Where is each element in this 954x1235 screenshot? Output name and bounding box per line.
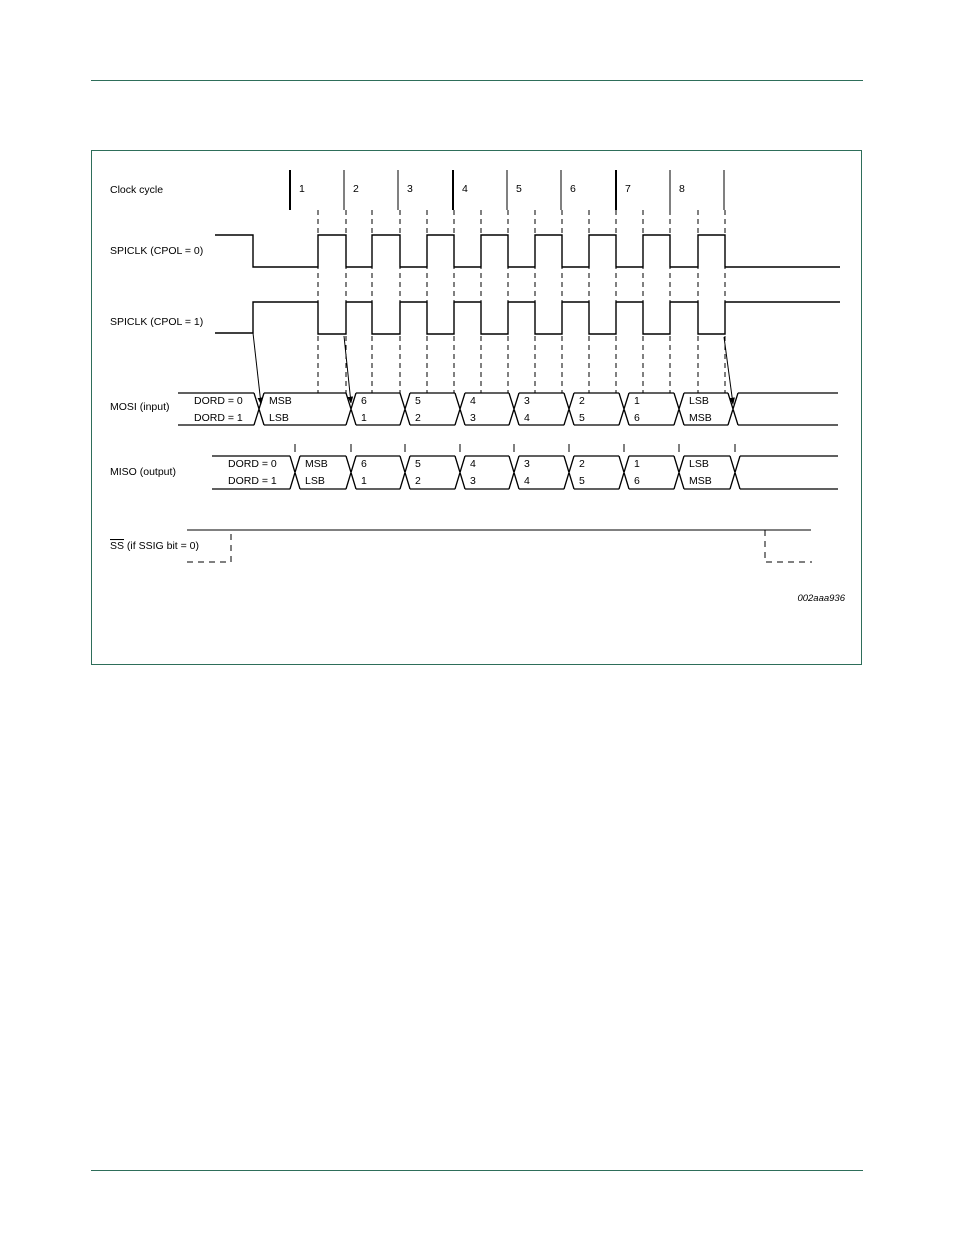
miso-bit-dord0: 6 [361, 458, 367, 470]
miso-label: MISO (output) [110, 466, 176, 478]
miso-dord1-label: DORD = 1 [228, 475, 277, 487]
mosi-dord0-label: DORD = 0 [194, 395, 243, 407]
miso-bit-dord1: MSB [689, 475, 712, 487]
cycle-number: 7 [625, 183, 631, 195]
mosi-bit-dord0: 5 [415, 395, 421, 407]
mosi-dord1-label: DORD = 1 [194, 412, 243, 424]
miso-bit-dord1: LSB [305, 475, 325, 487]
spiclk-cpol1-waveform [215, 302, 840, 334]
ss-suffix-text: (if SSIG bit = 0) [124, 540, 199, 552]
miso-bit-dord1: 4 [524, 475, 530, 487]
miso-bit-dord1: 3 [470, 475, 476, 487]
spiclk-cpol0-label: SPICLK (CPOL = 0) [110, 245, 204, 257]
mosi-label: MOSI (input) [110, 401, 170, 413]
mosi-bit-dord1: 3 [470, 412, 476, 424]
mosi-bit-dord0: 3 [524, 395, 530, 407]
mosi-bit-dord0: MSB [269, 395, 292, 407]
mosi-bit-dord1: 4 [524, 412, 530, 424]
mosi-bit-dord1: 1 [361, 412, 367, 424]
cycle-number: 5 [516, 183, 522, 195]
miso-bit-dord0: 4 [470, 458, 476, 470]
ss-label [110, 540, 199, 552]
bottom-rule [91, 1170, 863, 1171]
mosi-bit-dord0: 2 [579, 395, 585, 407]
mosi-bit-dord1: MSB [689, 412, 712, 424]
mosi-bit-dord0: LSB [689, 395, 709, 407]
mosi-bit-dord1: 2 [415, 412, 421, 424]
miso-bit-dord0: 2 [579, 458, 585, 470]
ss-right-edge [765, 530, 812, 562]
generated-text-layer [269, 183, 712, 487]
cycle-number: 4 [462, 183, 468, 195]
ss-bar-text: SS [110, 540, 125, 552]
cycle-number: 1 [299, 183, 305, 195]
cycle-number: 8 [679, 183, 685, 195]
miso-bit-dord1: 6 [634, 475, 640, 487]
mosi-bit-dord0: 1 [634, 395, 640, 407]
spiclk-cpol0-waveform [215, 235, 840, 267]
cycle-number: 2 [353, 183, 359, 195]
figure-reference: 002aaa936 [797, 593, 845, 604]
cycle-number: 3 [407, 183, 413, 195]
mosi-bit-dord0: 6 [361, 395, 367, 407]
miso-bit-dord0: 3 [524, 458, 530, 470]
mosi-bit-dord1: 6 [634, 412, 640, 424]
cycle-number: 6 [570, 183, 576, 195]
miso-bit-dord0: 5 [415, 458, 421, 470]
waveform-layer [178, 170, 840, 562]
mosi-bit-dord0: 4 [470, 395, 476, 407]
miso-bit-dord0: MSB [305, 458, 328, 470]
mosi-bit-dord1: 5 [579, 412, 585, 424]
miso-bit-dord0: LSB [689, 458, 709, 470]
miso-bit-dord1: 2 [415, 475, 421, 487]
miso-dord0-label: DORD = 0 [228, 458, 277, 470]
miso-bit-dord0: 1 [634, 458, 640, 470]
mosi-bit-dord1: LSB [269, 412, 289, 424]
spiclk-cpol1-label: SPICLK (CPOL = 1) [110, 316, 204, 328]
miso-bit-dord1: 1 [361, 475, 367, 487]
miso-bit-dord1: 5 [579, 475, 585, 487]
clock-cycle-label: Clock cycle [110, 184, 164, 196]
